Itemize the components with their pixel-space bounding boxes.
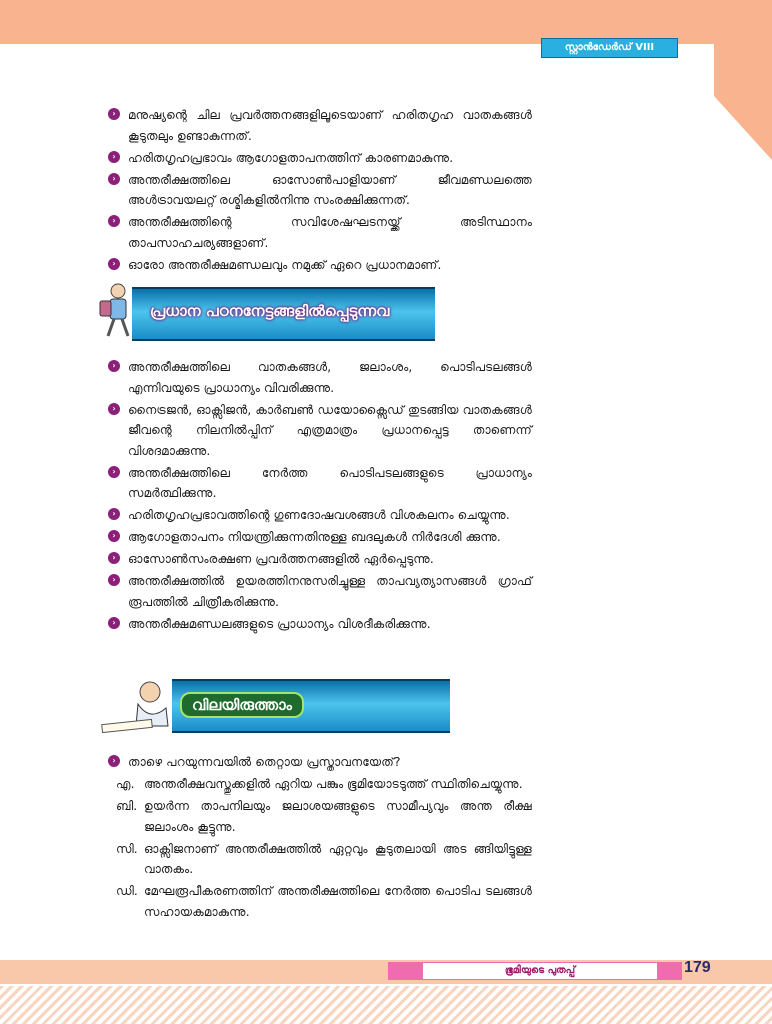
- footer-stripes: [0, 986, 772, 1024]
- bullet-icon: ›: [108, 617, 120, 629]
- bullet-icon: ›: [108, 574, 120, 586]
- list-item: › ആഗോളതാപനം നിയന്ത്രിക്കുന്നതിനുള്ള ബദലുകൾ നിർദേശി ക്കുന്നു.: [108, 527, 532, 548]
- list-item: › ഓരോ അന്തരീക്ഷമണ്ഡലവും നമുക്ക് ഏറെ പ്രധാനമാണ്.: [108, 255, 532, 276]
- list-item: › അന്തരീക്ഷത്തിലെ ഓസോൺപാളിയാണ് ജീവമണ്ഡലത്തെ അൾട്രാവയലറ്റ് രശ്മികളിൽനിന്നു സംരക്ഷിക്കുന്നത്.: [108, 170, 532, 211]
- bullet-icon: ›: [108, 108, 120, 120]
- list-item: › അന്തരീക്ഷത്തിന്റെ സവിശേഷഘടനയ്ക്ക് അടിസ്ഥാനം താപസാഹചര്യങ്ങളാണ്.: [108, 212, 532, 253]
- bullet-icon: ›: [108, 552, 120, 564]
- list-item: › ഓസോൺസംരക്ഷണ പ്രവർത്തനങ്ങളിൽ ഏർപ്പെടുന്നു.: [108, 549, 532, 570]
- list-item: › ഹരിതഗൃഹപ്രഭാവം ആഗോളതാപനത്തിന് കാരണമാകുന്നു.: [108, 148, 532, 169]
- bullet-icon: ›: [108, 466, 120, 478]
- list-item: › നൈട്രജൻ, ഓക്സിജൻ, കാർബൺ ഡയോക്സൈഡ് തുടങ്ങിയ വാതകങ്ങൾ ജീവന്റെ നിലനിൽപ്പിന് എത്രമാത്രം പ്രധാനപ്പെട്ട താണെന്ന് വിശദമാക്കുന്നു.: [108, 400, 532, 462]
- answer-options: [108, 774, 532, 924]
- summary-list: [108, 105, 532, 277]
- option-a: എ. അന്തരീക്ഷവസ്തുക്കളിൽ ഏറിയ പങ്കും ഭൂമിയോടടുത്ത് സ്ഥിതിചെയ്യുന്നു.: [116, 777, 523, 791]
- bullet-icon: ›: [108, 530, 120, 542]
- evaluation-banner: [172, 679, 450, 733]
- bullet-icon: ›: [108, 360, 120, 372]
- standard-badge: സ്റ്റാൻഡേർഡ് VIII: [541, 38, 678, 58]
- bullet-icon: ›: [108, 403, 120, 415]
- outcomes-list: [108, 357, 532, 636]
- list-item: › അന്തരീക്ഷത്തിൽ ഉയരത്തിനനുസരിച്ചുള്ള താപവ്യത്യാസങ്ങൾ ഗ്രാഫ് രൂപത്തിൽ ചിത്രീകരിക്കുന്നു.: [108, 571, 532, 612]
- list-item: › അന്തരീക്ഷത്തിലെ വാതകങ്ങൾ, ജലാംശം, പൊടിപടലങ്ങൾ എന്നിവയുടെ പ്രാധാന്യം വിവരിക്കുന്നു.: [108, 357, 532, 398]
- bullet-icon: ›: [108, 215, 120, 227]
- list-item: › അന്തരീക്ഷത്തിലെ നേർത്ത പൊടിപടലങ്ങളുടെ പ്രാധാന്യം സമർത്ഥിക്കുന്നു.: [108, 463, 532, 504]
- option-d: ഡി. മേഘരൂപീകരണത്തിന് അന്തരീക്ഷത്തിലെ നേർത്ത പൊടിപ ടലങ്ങൾ സഹായകമാകുന്നു.: [116, 884, 532, 919]
- question-text: › താഴെ പറയുന്നവയിൽ തെറ്റായ പ്രസ്താവനയേത്?: [108, 752, 552, 773]
- bullet-icon: ›: [108, 508, 120, 520]
- footer-accent-right: [658, 962, 682, 980]
- list-item: › മനുഷ്യന്റെ ചില പ്രവർത്തനങ്ങളിലൂടെയാണ് ഹരിതഗൃഹ വാതകങ്ങൾ കൂടുതലും ഉണ്ടാകുന്നത്.: [108, 105, 532, 146]
- list-item: › ഹരിതഗൃഹപ്രഭാവത്തിന്റെ ഗുണദോഷവശങ്ങൾ വിശകലനം ചെയ്യുന്നു.: [108, 505, 532, 526]
- page-number: 179: [684, 959, 711, 976]
- evaluation-heading: വിലയിരുത്താം: [180, 692, 304, 718]
- bullet-icon: ›: [108, 755, 120, 767]
- chapter-title: ഭൂമിയുടെ പുതപ്പ്: [422, 962, 658, 980]
- list-item: › അന്തരീക്ഷമണ്ഡലങ്ങളുടെ പ്രാധാന്യം വിശദീകരിക്കുന്നു.: [108, 614, 532, 635]
- option-c: സി. ഓക്സിജനാണ് അന്തരീക്ഷത്തിൽ ഏറ്റവും കൂടുതലായി അട ങ്ങിയിട്ടുള്ള വാതകം.: [116, 841, 532, 876]
- bullet-icon: ›: [108, 258, 120, 270]
- bullet-icon: ›: [108, 151, 120, 163]
- outcomes-banner: [132, 287, 435, 341]
- outcomes-heading: പ്രധാന പഠനനേട്ടങ്ങളിൽപ്പെടുന്നവ: [150, 302, 390, 320]
- student-writing-illustration: [98, 678, 178, 736]
- option-b: ബി. ഉയർന്ന താപനിലയും ജലാശയങ്ങളുടെ സാമീപ്യവും അന്ത രീക്ഷ ജലാംശം കൂട്ടുന്നു.: [116, 799, 532, 834]
- bullet-icon: ›: [108, 173, 120, 185]
- footer-accent-left: [388, 962, 422, 980]
